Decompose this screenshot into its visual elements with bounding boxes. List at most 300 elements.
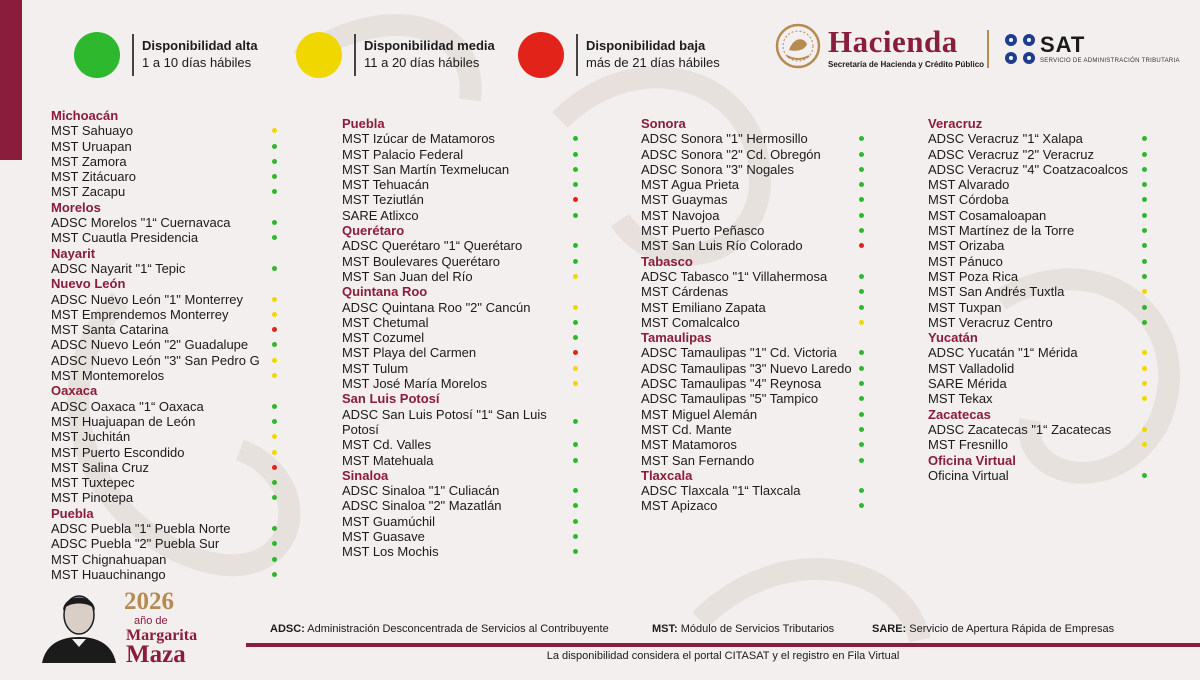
office-row	[928, 300, 1150, 315]
office-row	[51, 261, 281, 276]
state-heading: San Luis Potosí	[342, 391, 440, 407]
office-row	[928, 192, 1150, 207]
office-name: MST Matamoros	[641, 437, 737, 453]
status-dot-alta	[573, 503, 578, 508]
status-dot-alta	[859, 274, 864, 279]
office-name: MST San Juan del Río	[342, 268, 473, 284]
status-dot-alta	[573, 152, 578, 157]
office-name: ADSC Veracruz "1“ Xalapa	[928, 131, 1083, 147]
office-name: MST Uruapan	[51, 138, 132, 154]
legend-title: Disponibilidad media	[364, 38, 495, 53]
office-name: ADSC Nuevo León "3" San Pedro G	[51, 352, 260, 368]
office-name: ADSC Tabasco "1“ Villahermosa	[641, 268, 828, 284]
status-dot-alta	[573, 442, 578, 447]
office-name: MST Poza Rica	[928, 268, 1019, 284]
office-row	[342, 147, 582, 162]
office-row	[641, 238, 867, 253]
office-name: MST Tehuacán	[342, 177, 429, 193]
status-dot-media	[573, 366, 578, 371]
status-dot-alta	[859, 152, 864, 157]
status-dot-alta	[272, 220, 277, 225]
office-name: MST Tuxtepec	[51, 475, 135, 491]
office-row	[342, 498, 582, 513]
office-row	[928, 422, 1150, 437]
office-name: MST Veracruz Centro	[928, 314, 1053, 330]
office-name: ADSC Sinaloa "2" Mazatlán	[342, 498, 502, 514]
status-dot-alta	[573, 419, 578, 424]
status-dot-alta	[859, 182, 864, 187]
office-name: MST Izúcar de Matamoros	[342, 131, 495, 147]
legend-title: Disponibilidad alta	[142, 38, 258, 53]
status-dot-alta	[272, 526, 277, 531]
glossary-adsc	[270, 623, 609, 635]
status-dot-alta	[1142, 213, 1147, 218]
state-heading: Yucatán	[928, 330, 978, 346]
office-row	[342, 529, 582, 544]
status-dot-alta	[573, 213, 578, 218]
status-dot-alta	[272, 174, 277, 179]
office-name: MST Cárdenas	[641, 284, 729, 300]
office-name: MST Emprendemos Monterrey	[51, 306, 229, 322]
office-name: ADSC Nuevo León "1" Monterrey	[51, 291, 244, 307]
office-row	[641, 147, 867, 162]
status-dot-baja	[272, 465, 277, 470]
office-column-2	[342, 116, 582, 560]
office-name: MST Huauchinango	[51, 566, 166, 582]
office-row	[51, 353, 281, 368]
office-name: MST Martínez de la Torre	[928, 223, 1075, 239]
status-dot-media	[1142, 350, 1147, 355]
office-row	[51, 154, 281, 169]
office-name: ADSC Sonora "1" Hermosillo	[641, 131, 808, 147]
office-row	[928, 162, 1150, 177]
office-row	[51, 429, 281, 444]
office-column-3	[641, 116, 867, 514]
status-dot-media	[1142, 427, 1147, 432]
office-row	[928, 437, 1150, 452]
status-dot-media	[272, 312, 277, 317]
office-row	[641, 192, 867, 207]
logo-divider	[987, 30, 989, 68]
status-dot-alta	[573, 549, 578, 554]
office-row	[641, 453, 867, 468]
status-dot-alta	[272, 266, 277, 271]
state-heading: Oficina Virtual	[928, 452, 1016, 468]
office-row	[342, 437, 582, 452]
availability-legend	[74, 30, 754, 80]
footer-note: La disponibilidad considera el portal CITASAT y el registro en Fila Virtual	[546, 650, 900, 662]
office-row	[641, 391, 867, 406]
glossary-sare	[872, 623, 1114, 635]
status-dot-alta	[859, 503, 864, 508]
office-name: MST San Martín Texmelucan	[342, 161, 510, 177]
status-dot-alta	[573, 182, 578, 187]
status-dot-alta	[1142, 243, 1147, 248]
status-dot-alta	[1142, 259, 1147, 264]
status-dot-alta	[859, 228, 864, 233]
office-name: ADSC Nayarit "1“ Tepic	[51, 260, 186, 276]
office-row	[342, 269, 582, 284]
status-dot-alta	[859, 289, 864, 294]
status-dot-baja	[859, 243, 864, 248]
office-row	[342, 192, 582, 207]
sat-logo-text: SAT	[1040, 32, 1086, 57]
office-row	[51, 230, 281, 245]
office-row	[342, 330, 582, 345]
status-dot-alta	[272, 342, 277, 347]
office-name: MST Montemorelos	[51, 368, 165, 384]
office-column-4	[928, 116, 1150, 483]
office-name: MST Tuxpan	[928, 299, 1002, 315]
office-name: ADSC Sonora "2" Cd. Obregón	[641, 146, 821, 162]
office-row	[641, 131, 867, 146]
status-dot-alta	[573, 519, 578, 524]
glossary-abbr: SARE:	[872, 623, 907, 635]
office-row	[342, 376, 582, 391]
office-row	[641, 361, 867, 376]
state-heading: Sinaloa	[342, 467, 389, 483]
office-name: MST Zacapu	[51, 184, 126, 200]
office-name: MST Zitácuaro	[51, 169, 137, 185]
status-dot-alta	[859, 197, 864, 202]
office-row	[342, 483, 582, 498]
office-name: MST Apizaco	[641, 498, 718, 514]
office-row	[928, 254, 1150, 269]
office-name: ADSC Veracruz "4" Coatzacoalcos	[928, 161, 1128, 177]
status-dot-alta	[573, 335, 578, 340]
status-dot-baja	[573, 350, 578, 355]
status-dot-alta	[859, 350, 864, 355]
hacienda-logo-text: Hacienda	[828, 24, 958, 59]
legend-separator	[132, 34, 134, 76]
office-row	[641, 376, 867, 391]
office-row	[342, 300, 582, 315]
state-heading: Oaxaca	[51, 383, 98, 399]
office-row	[928, 238, 1150, 253]
legend-separator	[354, 34, 356, 76]
office-row	[51, 521, 281, 536]
office-name: MST Fresnillo	[928, 437, 1008, 453]
status-dot-baja	[272, 327, 277, 332]
office-name: MST Los Mochis	[342, 544, 439, 560]
national-emblem-icon	[775, 20, 821, 70]
office-row	[641, 177, 867, 192]
status-dot-alta	[859, 412, 864, 417]
status-dot-alta	[1142, 320, 1147, 325]
office-row	[641, 345, 867, 360]
office-row	[641, 269, 867, 284]
glossary-mst	[652, 623, 834, 635]
office-name: MST Santa Catarina	[51, 322, 169, 338]
status-dot-alta	[859, 213, 864, 218]
office-row	[51, 292, 281, 307]
office-row	[342, 345, 582, 360]
office-row	[641, 437, 867, 452]
brand-side-bar	[0, 0, 22, 160]
office-row	[51, 337, 281, 352]
status-dot-alta	[272, 189, 277, 194]
office-name: MST Cd. Valles	[342, 437, 432, 453]
office-name: MST Chetumal	[342, 314, 429, 330]
status-dot-alta	[272, 235, 277, 240]
office-name: MST Cd. Mante	[641, 421, 732, 437]
footer-name-first: Margarita	[126, 627, 198, 644]
office-name: ADSC Querétaro "1“ Querétaro	[342, 238, 523, 254]
office-name: MST Guaymas	[641, 192, 728, 208]
office-name: MST Tekax	[928, 391, 993, 407]
status-dot-media	[272, 128, 277, 133]
status-dot-media	[1142, 381, 1147, 386]
office-row	[342, 162, 582, 177]
office-name: ADSC Morelos "1“ Cuernavaca	[51, 215, 231, 231]
state-heading: Puebla	[51, 505, 94, 521]
office-name: ADSC Tamaulipas "1" Cd. Victoria	[641, 345, 837, 361]
status-dot-alta	[859, 442, 864, 447]
state-heading: Morelos	[51, 199, 101, 215]
office-row	[51, 123, 281, 138]
state-heading: Quintana Roo	[342, 284, 428, 300]
state-heading: Veracruz	[928, 116, 983, 131]
office-name: MST Cosamaloapan	[928, 207, 1047, 223]
office-row	[928, 269, 1150, 284]
office-name: ADSC Yucatán "1“ Mérida	[928, 345, 1078, 361]
office-row	[641, 300, 867, 315]
office-row	[928, 284, 1150, 299]
office-name: MST Cozumel	[342, 330, 425, 346]
office-name: MST Puerto Escondido	[51, 444, 185, 460]
status-dot-alta	[272, 480, 277, 485]
office-name: ADSC Quintana Roo "2" Cancún	[342, 299, 531, 315]
office-row	[928, 391, 1150, 406]
office-name: MST Agua Prieta	[641, 177, 740, 193]
status-dot-media	[272, 434, 277, 439]
legend-dot-media	[296, 32, 342, 78]
state-heading: Tamaulipas	[641, 330, 712, 346]
status-dot-alta	[573, 136, 578, 141]
status-dot-alta	[573, 259, 578, 264]
office-name: MST Valladolid	[928, 360, 1015, 376]
status-dot-alta	[573, 167, 578, 172]
state-heading: Puebla	[342, 116, 385, 131]
status-dot-alta	[859, 381, 864, 386]
footer-year: 2026	[124, 588, 174, 615]
office-row	[342, 208, 582, 223]
office-name: MST Huajuapan de León	[51, 413, 196, 429]
office-row	[342, 453, 582, 468]
office-row	[342, 544, 582, 559]
office-name: ADSC San Luis Potosí "1“ San Luis Potosí	[342, 406, 547, 437]
office-row	[641, 498, 867, 513]
office-row	[51, 445, 281, 460]
sat-logo-icon	[1003, 32, 1037, 66]
office-row	[641, 162, 867, 177]
status-dot-alta	[1142, 305, 1147, 310]
office-name: MST Comalcalco	[641, 314, 740, 330]
footer-divider	[246, 643, 1200, 647]
office-name: MST Playa del Carmen	[342, 345, 477, 361]
state-heading: Nayarit	[51, 245, 96, 261]
status-dot-alta	[272, 572, 277, 577]
hacienda-logo-subtitle: Secretaría de Hacienda y Crédito Público	[828, 60, 985, 69]
status-dot-alta	[859, 396, 864, 401]
office-row	[342, 131, 582, 146]
office-row	[928, 177, 1150, 192]
glossary-text: Servicio de Apertura Rápida de Empresas	[906, 623, 1115, 635]
office-row	[928, 361, 1150, 376]
office-row	[928, 376, 1150, 391]
status-dot-alta	[859, 488, 864, 493]
state-heading: Nuevo León	[51, 276, 126, 292]
office-row	[51, 460, 281, 475]
office-row	[51, 184, 281, 199]
office-row	[51, 368, 281, 383]
state-heading: Sonora	[641, 116, 686, 131]
margarita-maza-portrait	[36, 585, 122, 663]
office-name: MST Juchitán	[51, 429, 131, 445]
status-dot-alta	[272, 495, 277, 500]
legend-dot-alta	[74, 32, 120, 78]
office-row	[641, 483, 867, 498]
status-dot-alta	[573, 320, 578, 325]
office-row	[641, 223, 867, 238]
legend-separator	[576, 34, 578, 76]
office-column-1	[51, 108, 281, 582]
office-row	[641, 407, 867, 422]
office-name: MST San Andrés Tuxtla	[928, 284, 1065, 300]
glossary-abbr: ADSC:	[270, 623, 305, 635]
status-dot-alta	[1142, 228, 1147, 233]
office-name: MST Pinotepa	[51, 490, 134, 506]
office-row	[51, 322, 281, 337]
state-heading: Querétaro	[342, 223, 405, 239]
office-name: MST Cuautla Presidencia	[51, 230, 199, 246]
office-name: ADSC Nuevo León "2" Guadalupe	[51, 337, 249, 353]
status-dot-media	[272, 373, 277, 378]
office-name: ADSC Sinaloa "1" Culiacán	[342, 483, 500, 499]
state-heading: Michoacán	[51, 108, 119, 123]
office-name: MST Puerto Peñasco	[641, 223, 765, 239]
status-dot-media	[1142, 366, 1147, 371]
office-row	[51, 475, 281, 490]
status-dot-media	[1142, 396, 1147, 401]
status-dot-alta	[859, 458, 864, 463]
status-dot-alta	[859, 167, 864, 172]
office-name: MST José María Morelos	[342, 376, 487, 392]
status-dot-alta	[573, 534, 578, 539]
sat-logo-subtitle: SERVICIO DE ADMINISTRACIÓN TRIBUTARIA	[1040, 58, 1180, 64]
status-dot-media	[272, 358, 277, 363]
status-dot-alta	[859, 305, 864, 310]
office-row	[641, 208, 867, 223]
office-row	[51, 552, 281, 567]
status-dot-alta	[272, 404, 277, 409]
state-heading: Zacatecas	[928, 406, 991, 422]
office-name: MST Zamora	[51, 153, 127, 169]
office-name: SARE Mérida	[928, 376, 1007, 392]
status-dot-alta	[573, 458, 578, 463]
office-name: MST Emiliano Zapata	[641, 299, 766, 315]
office-name: MST Guamúchil	[342, 513, 435, 529]
status-dot-media	[573, 381, 578, 386]
office-name: ADSC Puebla "2" Puebla Sur	[51, 536, 220, 552]
status-dot-alta	[1142, 274, 1147, 279]
office-name: MST Miguel Alemán	[641, 406, 758, 422]
status-dot-alta	[573, 488, 578, 493]
office-row	[342, 254, 582, 269]
legend-subtitle: 11 a 20 días hábiles	[364, 55, 480, 70]
glossary-text: Administración Desconcentrada de Servicios al Contribuyente	[304, 623, 609, 635]
status-dot-media	[1142, 442, 1147, 447]
office-row	[928, 345, 1150, 360]
office-name: MST Guasave	[342, 529, 425, 545]
office-name: ADSC Oaxaca "1“ Oaxaca	[51, 398, 204, 414]
status-dot-alta	[1142, 182, 1147, 187]
status-dot-baja	[573, 197, 578, 202]
office-name: MST Córdoba	[928, 192, 1009, 208]
footer-name-last: Maza	[126, 641, 186, 668]
office-row	[51, 414, 281, 429]
office-name: MST Boulevares Querétaro	[342, 253, 500, 269]
office-name: ADSC Tamaulipas "3" Nuevo Laredo	[641, 360, 852, 376]
status-dot-media	[1142, 289, 1147, 294]
status-dot-alta	[1142, 136, 1147, 141]
office-row	[342, 177, 582, 192]
status-dot-alta	[1142, 473, 1147, 478]
footer-anio-de: año de	[134, 615, 168, 627]
office-row	[641, 284, 867, 299]
state-heading: Tabasco	[641, 253, 693, 269]
office-row	[928, 315, 1150, 330]
legend-dot-baja	[518, 32, 564, 78]
office-row	[641, 422, 867, 437]
status-dot-alta	[272, 557, 277, 562]
office-name: MST Sahuayo	[51, 123, 134, 139]
office-row	[342, 238, 582, 253]
status-dot-alta	[272, 159, 277, 164]
office-row	[51, 490, 281, 505]
office-name: SARE Atlixco	[342, 207, 419, 223]
status-dot-alta	[859, 136, 864, 141]
status-dot-media	[272, 297, 277, 302]
office-row	[342, 514, 582, 529]
glossary-text: Módulo de Servicios Tributarios	[677, 623, 835, 635]
office-name: MST Palacio Federal	[342, 146, 464, 162]
status-dot-alta	[859, 366, 864, 371]
office-name: MST San Fernando	[641, 452, 755, 468]
glossary-abbr: MST:	[652, 623, 678, 635]
status-dot-alta	[1142, 167, 1147, 172]
office-name: ADSC Tlaxcala "1“ Tlaxcala	[641, 483, 801, 499]
legend-subtitle: más de 21 días hábiles	[586, 55, 720, 70]
office-name: MST San Luis Río Colorado	[641, 238, 803, 254]
status-dot-alta	[1142, 152, 1147, 157]
status-dot-media	[573, 305, 578, 310]
office-name: MST Matehuala	[342, 452, 434, 468]
office-name: MST Orizaba	[928, 238, 1005, 254]
office-name: MST Teziutlán	[342, 192, 424, 208]
office-row	[51, 215, 281, 230]
office-row	[928, 223, 1150, 238]
office-name: Oficina Virtual	[928, 467, 1009, 483]
office-row	[342, 315, 582, 330]
office-name: MST Alvarado	[928, 177, 1010, 193]
office-row	[51, 567, 281, 582]
office-row	[51, 399, 281, 414]
office-name: ADSC Puebla "1“ Puebla Norte	[51, 521, 231, 537]
status-dot-alta	[573, 243, 578, 248]
status-dot-media	[859, 320, 864, 325]
office-name: ADSC Zacatecas "1“ Zacatecas	[928, 421, 1112, 437]
